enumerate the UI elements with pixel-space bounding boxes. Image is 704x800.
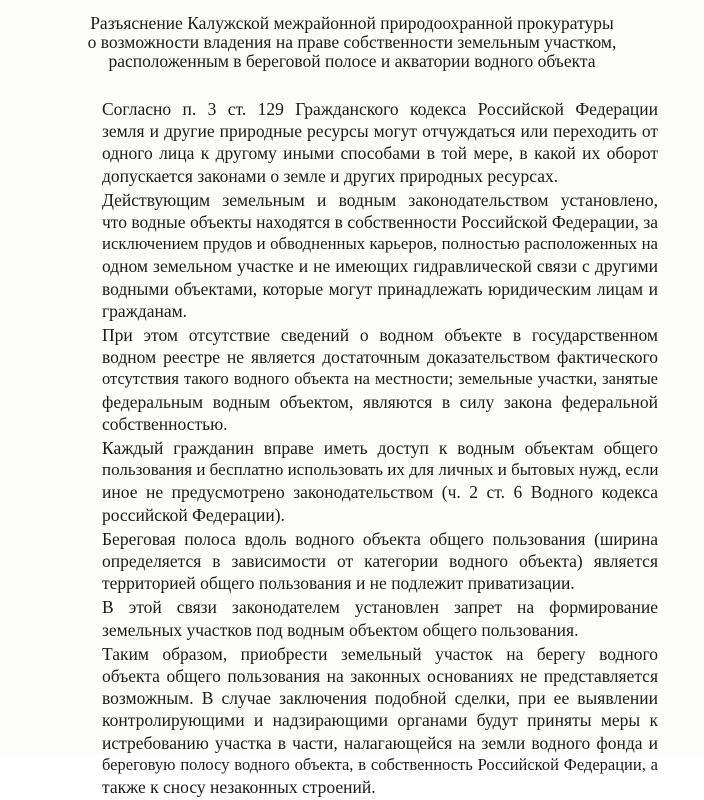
text-line: российской Федерации). — [102, 504, 285, 525]
text-line: Согласно п. 3 ст. 129 Гражданского кодекса Российской Федерации — [102, 99, 658, 119]
text-line: иное не предусмотрено законодательством (ч. 2 ст. 6 Водного кодекса — [102, 482, 658, 503]
text-line: отсутствия такого водного объекта на местности; земельные участки, занятые — [102, 369, 658, 389]
text-line: определяется в зависимости от категории водного объекта) является — [102, 551, 658, 572]
text-line: гражданам. — [102, 300, 188, 321]
text-line: объекта общего пользования на законных основаниях не представляется — [102, 666, 658, 687]
text-line: При этом отсутствие сведений о водном объекте в государственном — [102, 325, 658, 346]
text-line: Каждый гражданин вправе иметь доступ к водным объектам общего — [102, 438, 658, 459]
title-line: расположенным в береговой полосе и акватории водного объекта — [108, 51, 596, 71]
text-line: истребованию участка в части, налагающейся на земли водного фонда и — [102, 732, 658, 753]
paragraph-3 — [54, 324, 658, 435]
text-line: возможным. В случае заключения подобной сделки, при ее выявлении — [102, 688, 658, 709]
title-line: Разъяснение Калужской межрайонной природоохранной прокуратуры — [90, 13, 614, 33]
text-line: пользования и бесплатно использовать их для личных и бытовых нужд, если — [102, 460, 658, 480]
text-line: Таким образом, приобрести земельный участок на берегу водного — [102, 643, 658, 664]
text-line: одного лица к другому иными способами в той мере, в какой их оборот — [102, 143, 658, 164]
text-line: собственностью. — [102, 413, 228, 434]
text-line: водными объектами, которые могут принадлежать юридическим лицам и — [102, 278, 658, 299]
paragraph-7 — [54, 643, 658, 798]
text-line: Действующим земельным и водным законодательством установлено, — [102, 189, 658, 210]
text-line: Береговая полоса вдоль водного объекта общего пользования (ширина — [102, 528, 658, 549]
text-line: водном реестре не является достаточным доказательством фактического — [102, 347, 658, 368]
paragraph-4 — [54, 437, 658, 526]
document-title — [40, 14, 664, 71]
text-line: что водные объекты находятся в собственности Российской Федерации, за — [102, 212, 658, 233]
text-line: допускается законами о земле и других природных ресурсах. — [102, 165, 559, 186]
paragraph-1 — [54, 98, 658, 187]
document-body — [54, 98, 658, 800]
text-line: В этой связи законодателем установлен запрет на формирование — [102, 597, 658, 618]
text-line: одном земельном участке и не имеющих гидравлической связи с другими — [102, 256, 658, 277]
text-line: береговую полосу водного объекта, в собственность Российской Федерации, а — [102, 754, 658, 774]
text-line: контролирующими и надзирающими органами будут приняты меры к — [102, 710, 658, 731]
text-line: федеральным водным объектом, являются в силу закона федеральной — [102, 391, 658, 412]
text-line: земельных участков под водным объектом общего пользования. — [102, 619, 579, 640]
text-line: земля и другие природные ресурсы могут отчуждаться или переходить от — [102, 121, 658, 142]
paragraph-6 — [54, 596, 658, 640]
text-line: также к сносу незаконных строений. — [102, 777, 376, 798]
paragraph-5 — [54, 528, 658, 595]
paragraph-2 — [54, 189, 658, 322]
text-line: исключением прудов и обводненных карьеров, полностью расположенных на — [102, 234, 658, 254]
title-line: о возможности владения на праве собственности земельным участком, — [87, 32, 617, 52]
text-line: территорией общего пользования и не подлежит приватизации. — [102, 573, 575, 594]
